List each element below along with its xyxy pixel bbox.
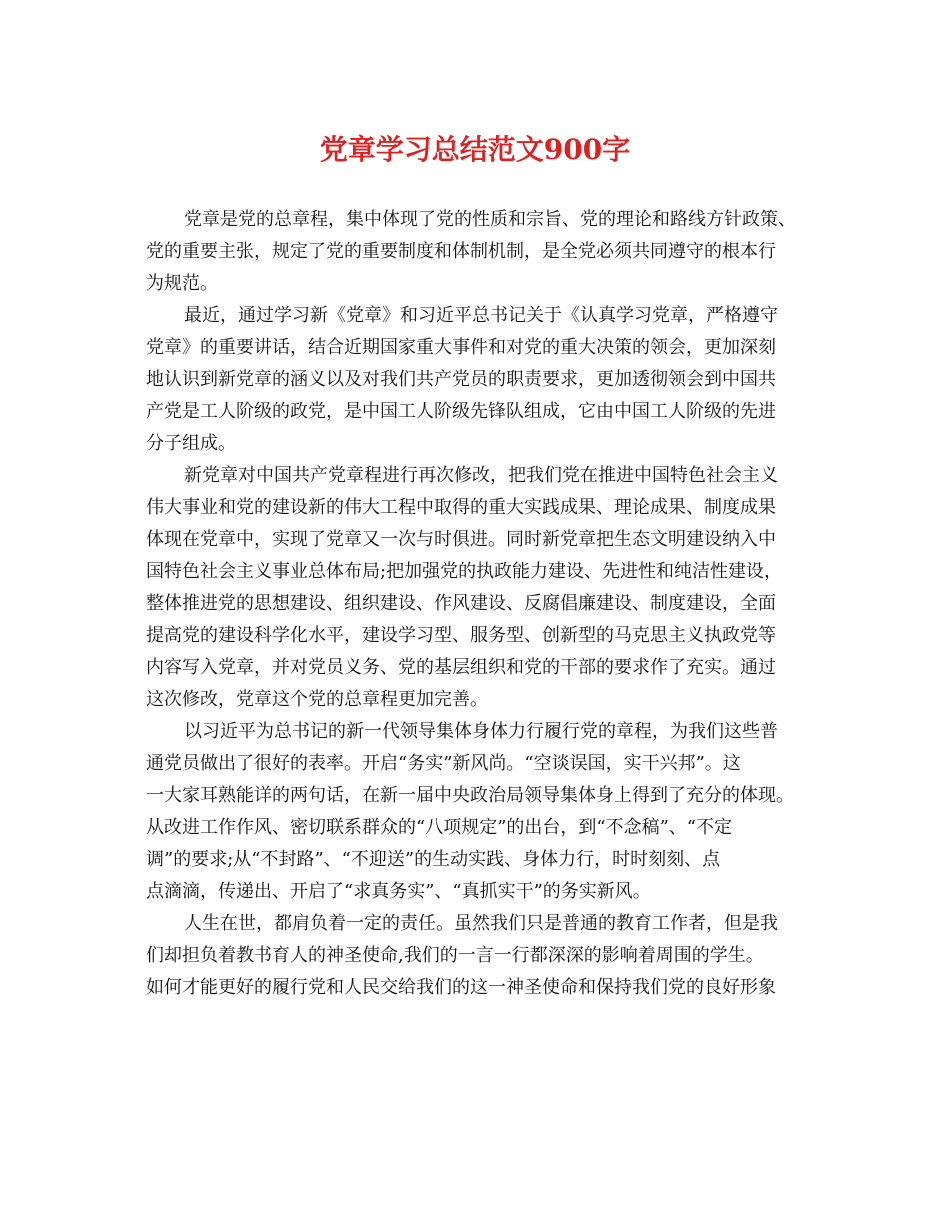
paragraph-4 (146, 716, 814, 908)
paragraph-5 (146, 908, 814, 1004)
paragraph-3 (146, 460, 814, 716)
paragraph-line: 从改进工作作风、密切联系群众的“八项规定”的出台，到“不念稿”、“不定 (146, 817, 733, 838)
paragraph-line: 们却担负着教书育人的神圣使命,我们的一言一行都深深的影响着周围的学生。 (146, 945, 764, 966)
paragraph-1 (146, 204, 814, 300)
document-body (146, 204, 814, 1004)
paragraph-line: 地认识到新党章的涵义以及对我们共产党员的职责要求，更加透彻领会到中国共 (146, 369, 776, 390)
paragraph-line: 这次修改，党章这个党的总章程更加完善。 (146, 689, 488, 710)
paragraph-line: 党章》的重要讲话，结合近期国家重大事件和对党的重大决策的领会，更加深刻 (146, 337, 776, 358)
paragraph-2 (146, 300, 814, 460)
paragraph-line: 伟大事业和党的建设新的伟大工程中取得的重大实践成果、理论成果、制度成果 (146, 497, 776, 518)
paragraph-line: 通党员做出了很好的表率。开启“务实”新风尚。“空谈误国，实干兴邦”。这 (146, 753, 741, 774)
paragraph-line: 党章是党的总章程，集中体现了党的性质和宗旨、党的理论和路线方针政策、 (184, 209, 796, 230)
paragraph-line: 如何才能更好的履行党和人民交给我们的这一神圣使命和保持我们党的良好形象 (146, 977, 776, 998)
document-title: 党章学习总结范文900字 (319, 133, 631, 166)
paragraph-line: 产党是工人阶级的政党，是中国工人阶级先锋队组成，它由中国工人阶级的先进 (146, 401, 776, 422)
paragraph-line: 点滴滴，传递出、开启了“求真务实”、“真抓实干”的务实新风。 (146, 881, 651, 902)
paragraph-line: 为规范。 (146, 273, 218, 294)
paragraph-line: 以习近平为总书记的新一代领导集体身体力行履行党的章程，为我们这些普 (184, 721, 778, 742)
paragraph-line: 新党章对中国共产党章程进行再次修改，把我们党在推进中国特色社会主义 (184, 465, 778, 486)
paragraph-line: 一大家耳熟能详的两句话，在新一届中央政治局领导集体身上得到了充分的体现。 (146, 785, 794, 806)
paragraph-line: 党的重要主张，规定了党的重要制度和体制机制，是全党必须共同遵守的根本行 (146, 241, 776, 262)
paragraph-line: 调”的要求;从“不封路”、“不迎送”的生动实践、身体力行，时时刻刻、点 (146, 849, 721, 870)
paragraph-line: 提高党的建设科学化水平，建设学习型、服务型、创新型的马克思主义执政党等 (146, 625, 776, 646)
paragraph-line: 分子组成。 (146, 433, 236, 454)
paragraph-line: 整体推进党的思想建设、组织建设、作风建设、反腐倡廉建设、制度建设，全面 (146, 593, 776, 614)
paragraph-line: 国特色社会主义事业总体布局;把加强党的执政能力建设、先进性和纯洁性建设， (146, 561, 783, 582)
paragraph-line: 内容写入党章，并对党员义务、党的基层组织和党的干部的要求作了充实。通过 (146, 657, 776, 678)
paragraph-line: 最近，通过学习新《党章》和习近平总书记关于《认真学习党章，严格遵守 (184, 305, 778, 326)
paragraph-line: 人生在世，都肩负着一定的责任。虽然我们只是普通的教育工作者，但是我 (184, 913, 778, 934)
paragraph-line: 体现在党章中，实现了党章又一次与时俱进。同时新党章把生态文明建设纳入中 (146, 529, 776, 550)
